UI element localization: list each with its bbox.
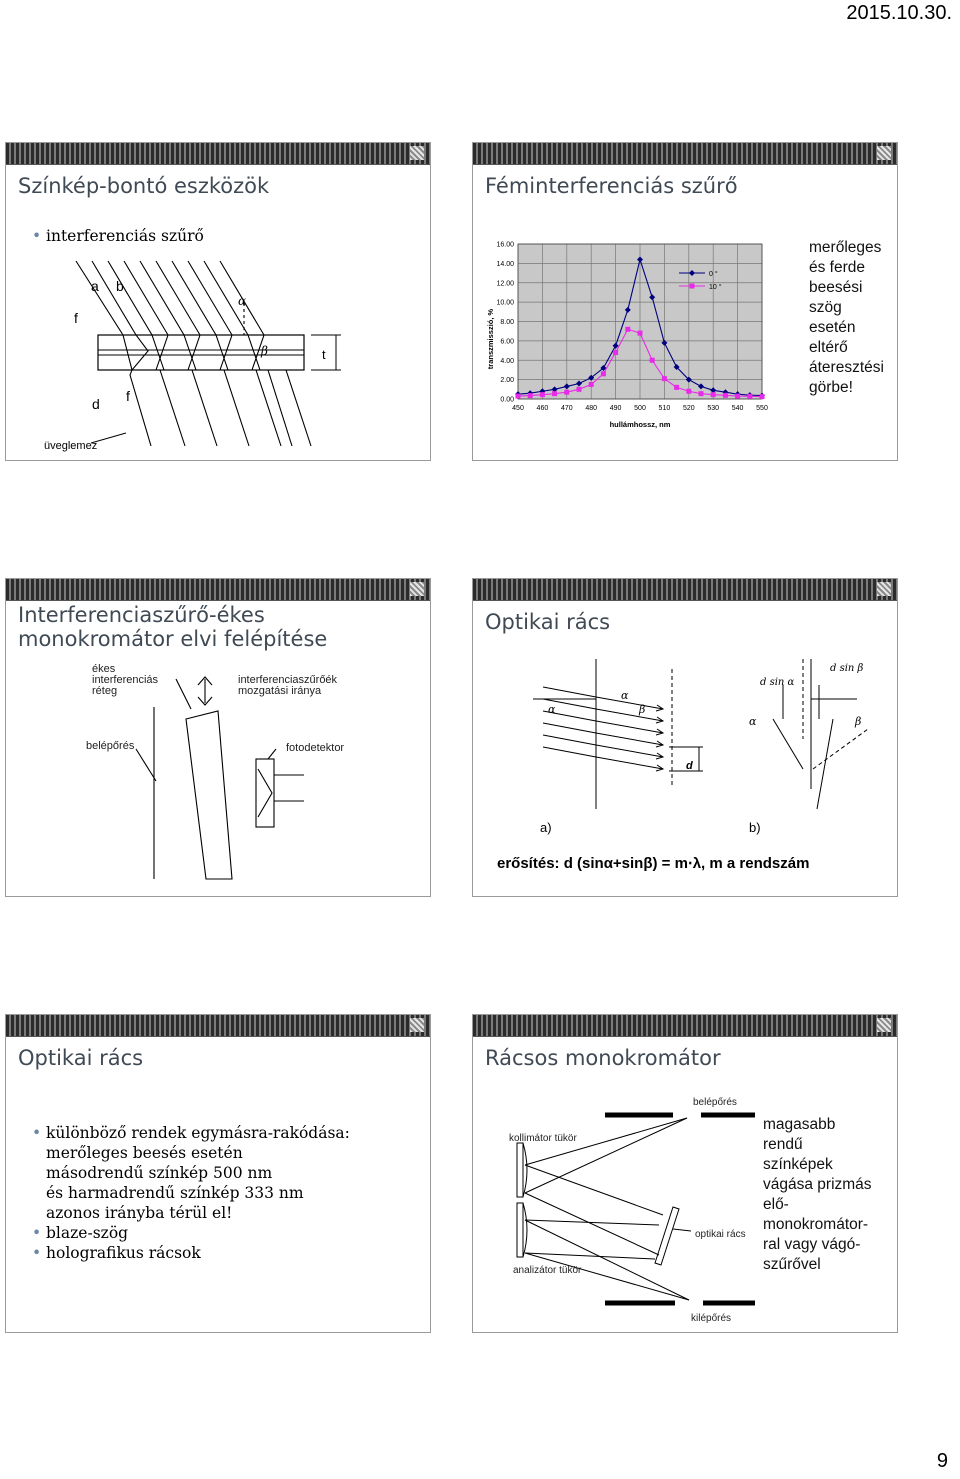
side-note-line: esetén [809,319,856,336]
side-note-line: ral vagy vágó- [763,1236,861,1253]
data-point [601,371,606,376]
slide-feminterferencias [472,142,898,461]
y-tick-label: 2.00 [500,377,514,385]
label-optikai-racs: optikai rács [695,1229,746,1240]
data-point [613,350,618,355]
legend-0deg: 0 ° [709,271,718,278]
data-point [516,394,521,399]
slide-title: Színkép-bontó eszközök [18,174,270,198]
data-point [760,394,765,399]
label-mozgatasi-1: interferenciaszűrőék [238,674,338,686]
bullet-item [32,1243,412,1263]
label-b-panel: b) [749,820,761,835]
label-alpha-2: α [621,689,629,702]
x-axis-ticks [512,405,768,412]
y-tick-label: 6.00 [500,338,514,346]
label-a-panel: a) [540,820,552,835]
label-kollimator: kollimátor tükör [509,1133,577,1144]
data-point [577,387,582,392]
incident-ray [543,687,596,697]
data-point [747,394,752,399]
slide-title: Rácsos monokromátor [485,1046,721,1070]
diffracted-ray [596,697,663,709]
y-axis-label: transzmisszió, % [486,308,495,370]
data-point [564,390,569,395]
date-header: 2015.10.30. [846,2,952,24]
data-point [650,358,655,363]
label-analizator: analizátor tükör [513,1265,582,1276]
x-tick-label: 550 [756,405,768,412]
x-axis-label: hullámhossz, nm [609,420,671,429]
diffracted-ray [596,733,663,745]
label-mozgatasi-2: mozgatási iránya [238,685,322,697]
y-axis-ticks [496,242,514,404]
x-tick-label: 520 [682,405,695,412]
label-a: a [91,278,99,294]
incident-ray [543,723,596,733]
data-point [735,394,740,399]
side-note-line: eltérő [809,339,848,356]
bullet-line: • különböző rendek egymásra-rakódása: [46,1124,350,1142]
label-dsin-alpha: d sin α [760,677,795,688]
side-note-line: szög [809,299,842,316]
slide-title: Féminterferenciás szűrő [485,174,738,198]
slide-optikai-racs-2 [5,1014,431,1333]
label-interferencias: interferenciás [92,674,159,686]
slide-title: Optikai rács [18,1046,144,1070]
label-d: d [686,760,693,772]
side-note-line: merőleges [809,239,882,256]
side-note-line: görbe! [809,379,853,396]
label-uveglemez: üveglemez [44,440,98,452]
side-note-line: magasabb [763,1116,836,1133]
bullet-item: • interferenciás szűrő [32,226,204,246]
y-tick-label: 10.00 [496,299,514,307]
side-note [763,1115,872,1275]
side-note-line: szűrővel [763,1256,821,1273]
side-note-line: elő- [763,1196,789,1213]
label-d: d [92,396,100,412]
bullet-line: másodrendű színkép 500 nm [46,1164,273,1182]
y-tick-label: 8.00 [500,319,514,326]
slide-title: Optikai rács [485,610,611,634]
slide-racsos-monokromator [472,1014,898,1333]
data-point [552,391,557,396]
slide-ekes-monokromator [5,578,431,897]
label-b: b [116,278,124,294]
y-tick-label: 16.00 [496,241,514,249]
y-tick-label: 14.00 [496,260,514,268]
diffracted-ray [596,757,663,769]
label-t: t [322,347,326,362]
x-tick-label: 480 [585,405,598,412]
grating-diagram [473,579,899,898]
diffracted-ray [596,709,663,721]
label-beta: β [639,703,646,716]
y-tick-label: 4.00 [500,357,514,365]
side-note-line: monokromátor- [763,1216,869,1233]
diffracted-ray [596,721,663,733]
label-dsin-beta: d sin β [830,663,864,674]
bullet-line: és harmadrendű színkép 333 nm [46,1184,304,1202]
data-point [699,391,704,396]
bullet-line: • blaze-szög [46,1224,129,1242]
data-point [711,392,716,397]
side-note-line: beesési [809,279,863,296]
side-note-line: áteresztési [809,359,884,376]
bullet-line: • holografikus rácsok [46,1244,201,1262]
side-note [809,238,884,398]
slide-title-line: Interferenciaszűrő-ékes [18,603,265,627]
slide-corner-ornament [410,1018,424,1032]
side-note-line: és ferde [809,259,866,276]
label-ekes: ékes [92,663,116,675]
side-note-line: színképek [763,1156,833,1173]
label-reteg: réteg [92,685,118,697]
incident-ray [543,735,596,745]
data-point [723,393,728,398]
data-point [528,393,533,398]
wedge-monochromator-diagram [6,579,432,898]
data-point [662,376,667,381]
incident-ray [543,747,596,757]
slide-title-bar [6,1015,430,1037]
data-point [674,385,679,390]
x-tick-label: 460 [536,405,549,412]
slide-optikai-racs-1 [472,578,898,897]
label-f: f [74,310,78,326]
x-tick-label: 470 [560,405,573,412]
label-beta: β [261,344,268,358]
data-point [540,392,545,397]
label-kilepores: kilépőrés [691,1313,732,1324]
slide-szinkep-bonto [5,142,431,461]
x-tick-label: 540 [731,405,744,412]
data-point [686,389,691,394]
label-beta-b: β [855,715,862,728]
label-f-bottom: f [126,388,130,404]
side-note-line: rendű [763,1136,803,1153]
bullet-list [32,1123,412,1263]
side-note-line: vágása prizmás [763,1176,872,1193]
bullet-item [32,1223,412,1243]
x-tick-label: 510 [658,405,671,412]
interference-filter-diagram [6,143,432,462]
label-fotodetektor: fotodetektor [286,742,345,754]
label-alpha: α [238,294,247,308]
x-tick-label: 450 [512,405,524,412]
x-tick-label: 500 [634,405,646,412]
data-point [625,327,630,332]
data-point [638,331,643,336]
x-tick-label: 490 [609,405,622,412]
y-tick-label: 0.00 [500,396,514,404]
legend-10deg: 10 ° [709,284,722,291]
page-number: 9 [936,1450,948,1472]
bullet-line: azonos irányba térül el! [46,1204,233,1222]
diffracted-ray [596,745,663,757]
grating-equation: erősítés: d (sinα+sinβ) = m⋅λ, m a rendszám [497,855,810,872]
bullet-item [32,1123,412,1223]
y-tick-label: 12.00 [496,280,514,288]
label-alpha: α [548,703,556,716]
label-alpha-b: α [749,715,757,728]
slide-title-line: monokromátor elvi felépítése [18,627,328,652]
bullet-line: merőleges beesés esetén [46,1144,243,1162]
data-point [589,382,594,387]
x-tick-label: 530 [707,405,720,412]
label-belepores: belépőrés [86,740,135,752]
label-belepores: belépőrés [693,1097,737,1108]
